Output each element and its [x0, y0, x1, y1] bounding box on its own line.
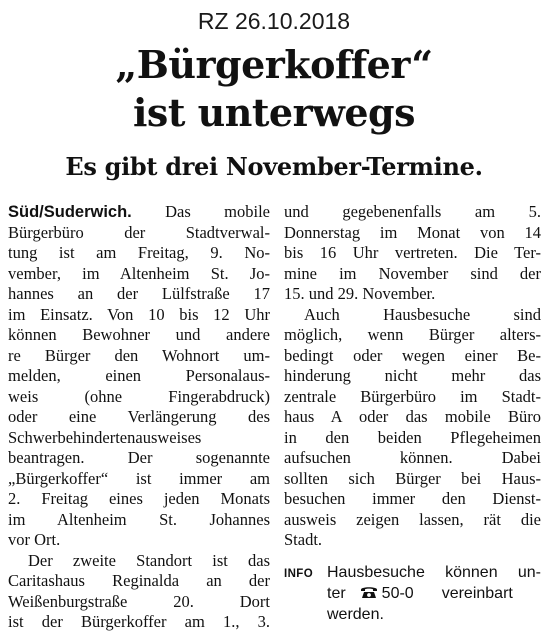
article-line: mine im November sind der	[284, 263, 541, 283]
article-line: hinderung nicht mehr das	[284, 366, 541, 385]
article-line: bis 16 Uhr vertreten. Die Ter-	[284, 243, 541, 262]
publication-date: RZ 26.10.2018	[197, 8, 351, 34]
article-line: haus A oder das mobile Büro	[284, 407, 541, 426]
article-line: sollten sich Bürger bei Haus-	[284, 468, 541, 488]
article-line: im Altenheim St. Johannes	[8, 509, 270, 529]
article-line: aufsuchen können. Dabei	[284, 448, 541, 467]
article-line: Caritashaus Reginalda an der	[8, 571, 270, 590]
article-line: Donnerstag im Monat von 14	[284, 222, 541, 242]
article-line: zentrale Bürgerbüro im Stadt-	[284, 386, 541, 406]
subheadline: Es gibt drei November-Termine.	[65, 152, 483, 181]
info-label: INFO	[284, 568, 314, 580]
telephone-icon	[360, 585, 378, 599]
article-line: Weißenburgstraße 20. Dort	[8, 591, 270, 611]
headline-line-2: ist unterwegs	[133, 90, 415, 135]
article-line: möglich, wenn Bürger alters-	[284, 325, 541, 344]
article-line: oder eine Verlängerung des	[8, 407, 270, 426]
article-line: im Einsatz. Von 10 bis 12 Uhr	[8, 304, 270, 324]
article-line: vor Ort.	[8, 530, 61, 549]
phone-number: 50-0	[381, 585, 414, 602]
article-line: Schwerbehindertenausweises	[8, 427, 202, 447]
article-line: ist der Bürgerkoffer am 1., 3.	[8, 612, 270, 631]
info-line: Hausbesuche können un-	[327, 564, 541, 581]
article-line: und gegebenenfalls am 5.	[284, 202, 541, 221]
article-line: vember, im Altenheim St. Jo-	[8, 263, 270, 283]
article-line: 15. und 29. November.	[284, 284, 436, 303]
info-line: ter 50-0 vereinbart	[327, 585, 513, 602]
article-column-right	[284, 202, 541, 551]
info-box	[284, 562, 541, 625]
article-line: beantragen. Der sogenannte	[8, 448, 270, 467]
article-line: in den beiden Pflegeheimen	[284, 427, 541, 447]
article-line: „Bürgerkoffer“ ist immer am	[8, 468, 270, 488]
article-line: können Bewohner und andere	[8, 325, 270, 344]
article-line: Der zweite Standort ist das	[28, 550, 270, 570]
article-column-left	[8, 202, 270, 633]
dateline: Süd/Suderwich.	[8, 203, 132, 221]
article-line: Auch Hausbesuche sind	[304, 304, 541, 324]
info-line: werden.	[327, 606, 384, 623]
article-line: Süd/Suderwich. Das mobile	[8, 202, 270, 221]
article-line: re Bürger den Wohnort um-	[8, 345, 270, 365]
article-line: bedingt oder wegen einer Be-	[284, 345, 541, 365]
article-line: 2. Freitag eines jeden Monats	[8, 489, 270, 508]
article-line: weis (ohne Fingerabdruck)	[8, 386, 270, 406]
article-line: tung ist am Freitag, 9. No-	[8, 243, 270, 262]
article-line: ausweis zeigen lassen, rät die	[284, 509, 541, 529]
article-line: Stadt.	[284, 530, 323, 549]
article-line: Bürgerbüro der Stadtverwal-	[8, 222, 270, 242]
headline-line-1: „Bürgerkoffer“	[115, 42, 433, 87]
article-line: besuchen immer den Dienst-	[284, 489, 541, 508]
article-line: melden, einen Personalaus-	[8, 366, 270, 385]
article-line: hannes an der Lülfstraße 17	[8, 284, 270, 303]
